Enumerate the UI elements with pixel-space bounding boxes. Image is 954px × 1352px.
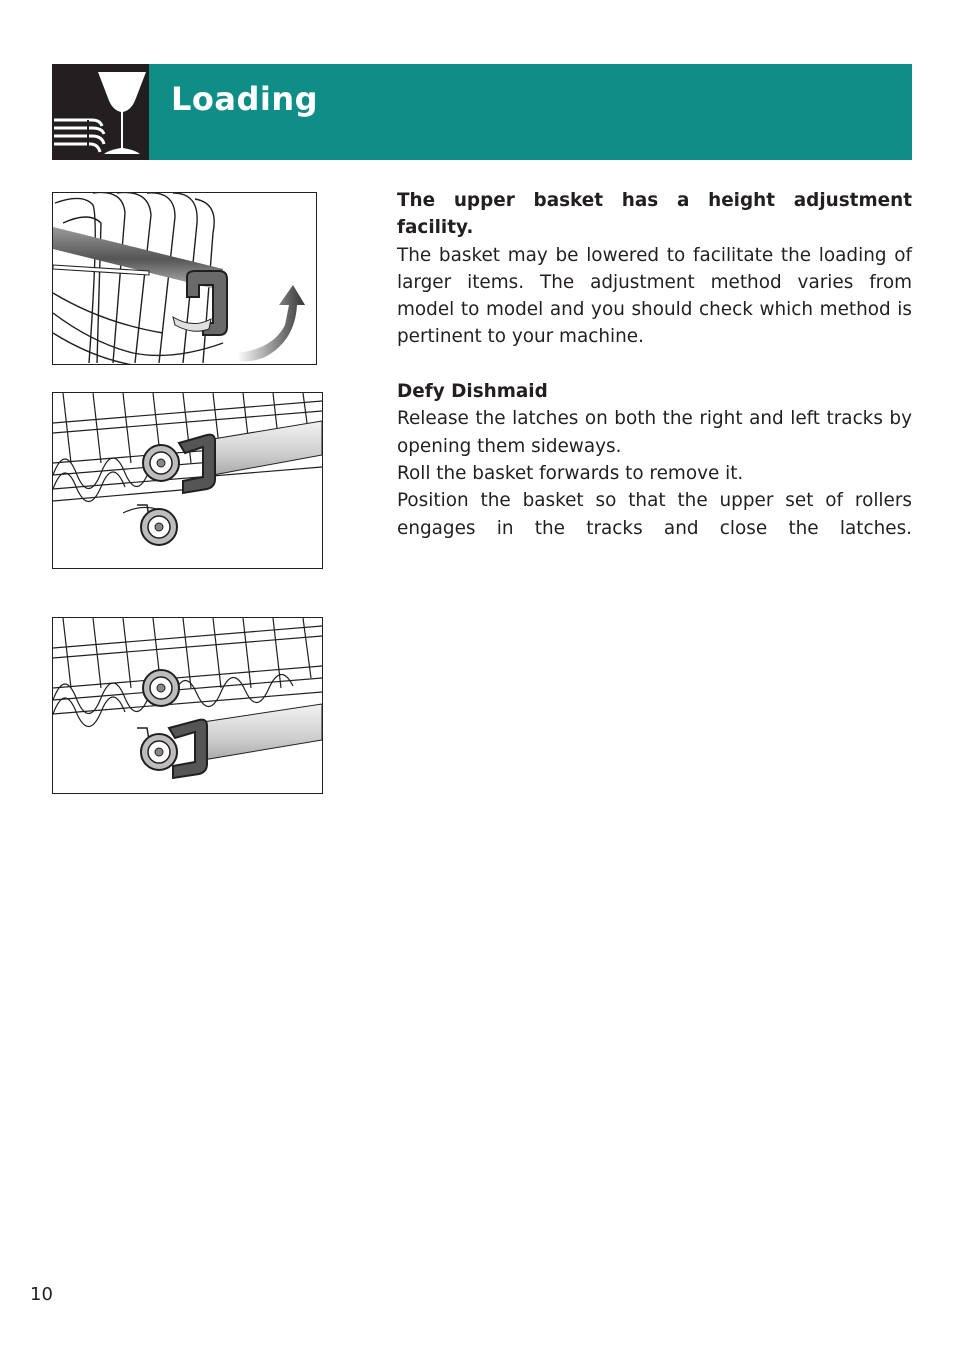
step-text: Roll the basket forwards to remove it.	[397, 462, 744, 484]
section-heading: Defy Dishmaid	[397, 381, 548, 403]
latch-opening-illustration	[52, 192, 317, 365]
page-number: 10	[30, 1284, 53, 1305]
instructions-text	[397, 187, 912, 542]
step-text: Position the basket so that the upper set of rollers engages in the tracks and close the latches.	[397, 490, 912, 539]
basket-lowered-rollers-illustration	[52, 617, 323, 794]
basket-raised-rollers-illustration	[52, 392, 323, 569]
intro-paragraph: The basket may be lowered to facilitate the loading of larger items. The adjustment method varies from model to model and you should check which method is pertinent to your machine.	[397, 244, 912, 348]
glass-and-plates-icon	[52, 64, 149, 160]
section-header	[149, 64, 912, 160]
intro-heading: The upper basket has a height adjustment facility.	[397, 190, 912, 239]
page-title: Loading	[171, 80, 319, 118]
step-text: Release the latches on both the right and left tracks by opening them sideways.	[397, 408, 912, 457]
